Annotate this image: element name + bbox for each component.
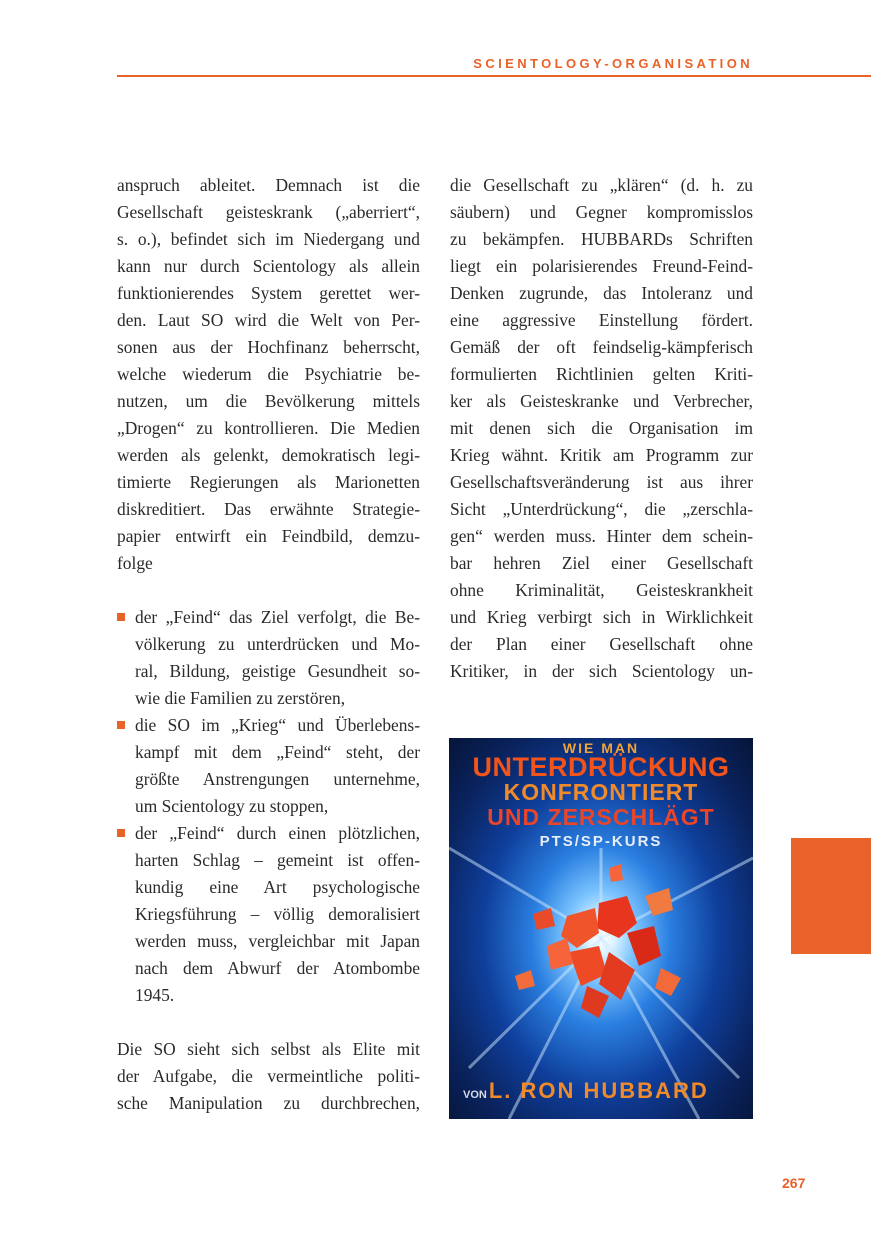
text-line: Die SO sieht sich selbst als Elite mit (117, 1039, 420, 1059)
text-line: wie die Familien zu zerstören, (135, 688, 346, 708)
header-title: SCIENTOLOGY-ORGANISATION (473, 56, 753, 71)
text-line: der „Feind“ durch einen plötzlichen, (135, 823, 420, 843)
text-line: welche wiederum die Psychiatrie be- (117, 364, 420, 384)
text-line: der Aufgabe, die vermeintliche politi- (117, 1066, 420, 1086)
text-line: ker als Geisteskranke und Verbrecher, (450, 391, 753, 411)
text-line: „Drogen“ zu kontrollieren. Die Medien (117, 418, 420, 438)
cover-author (463, 1078, 709, 1104)
text-line: funktionierendes System gerettet wer- (117, 283, 420, 303)
text-line: papier entwirft ein Feindbild, demzu- (117, 526, 420, 546)
text-line: gen“ werden muss. Hinter dem schein- (450, 526, 753, 546)
text-line: Krieg wähnt. Kritik am Programm zur (450, 445, 753, 465)
text-line: zu bekämpfen. HUBBARDs Schriften (450, 229, 753, 249)
paragraph (117, 172, 420, 577)
text-line: Denken zugrunde, das Intoleranz und (450, 283, 753, 303)
bullet-square-icon (117, 829, 125, 837)
text-line: s. o.), befindet sich im Niedergang und (117, 229, 420, 249)
text-line: mit denen sich die Organisation im (450, 418, 753, 438)
text-line: nach dem Abwurf der Atombombe (135, 958, 420, 978)
text-line: timierte Regierungen als Marionetten (117, 472, 420, 492)
text-line: liegt ein polarisierendes Freund-Feind- (450, 256, 753, 276)
left-column (117, 172, 420, 1117)
text-line: 1945. (135, 985, 175, 1005)
text-line: eine aggressive Einstellung fördert. (450, 310, 753, 330)
text-line: bar hehren Ziel einer Gesellschaft (450, 553, 753, 573)
text-line: größte Anstrengungen unternehme, (135, 769, 420, 789)
bullet-list (117, 604, 420, 1009)
text-line: die Gesellschaft zu „klären“ (d. h. zu (450, 175, 753, 195)
text-line: der Plan einer Gesellschaft ohne (450, 634, 753, 654)
text-line: und Krieg verbirgt sich in Wirklichkeit (450, 607, 753, 627)
paragraph (117, 1036, 420, 1117)
text-line: den. Laut SO wird die Welt von Per- (117, 310, 420, 330)
text-line: formulierten Richtlinien gelten Kriti- (450, 364, 753, 384)
text-line: Gesellschaft geisteskrank („aberriert“, (117, 202, 420, 222)
bullet-item (117, 712, 420, 820)
chapter-tab-marker (791, 838, 871, 954)
text-line: werden als gelenkt, demokratisch legi- (117, 445, 420, 465)
cover-title-line: KONFRONTIERT (503, 779, 699, 805)
text-line: kann nur durch Scientology als allein (117, 256, 420, 276)
bullet-item (117, 820, 420, 1009)
text-line: die SO im „Krieg“ und Überlebens- (135, 715, 420, 735)
bullet-item (117, 604, 420, 712)
text-line: der „Feind“ das Ziel verfolgt, die Be- (135, 607, 420, 627)
text-line: Sicht „Unterdrückung“, die „zerschla- (450, 499, 753, 519)
text-line: kundig eine Art psychologische (135, 877, 420, 897)
text-line: Kritiker, in der sich Scientology un- (450, 661, 753, 681)
bullet-square-icon (117, 721, 125, 729)
text-line: ohne Kriminalität, Geisteskrankheit (450, 580, 753, 600)
text-line: Gesellschaftsveränderung ist aus ihrer (450, 472, 753, 492)
cover-title-line: WIE MAN (562, 740, 640, 756)
text-line: sonen aus der Hochfinanz beherrscht, (117, 337, 420, 357)
book-cover-image (449, 738, 753, 1119)
text-line: folge (117, 553, 153, 573)
page-number: 267 (782, 1175, 806, 1191)
text-line: völkerung zu unterdrücken und Mo- (135, 634, 420, 654)
text-line: Gemäß der oft feindselig-kämpferisch (450, 337, 753, 357)
text-line: nutzen, um die Bevölkerung mittels (117, 391, 420, 411)
header-rule (117, 75, 871, 77)
text-line: sche Manipulation zu durchbrechen, (117, 1093, 420, 1113)
text-line: diskreditiert. Das erwähnte Strategie- (117, 499, 420, 519)
cover-author-name: L. RON HUBBARD (488, 1078, 709, 1103)
cover-subtitle: PTS/SP-KURS (539, 833, 663, 850)
text-line: säubern) und Gegner kompromisslos (450, 202, 753, 222)
cover-author-prefix: VON (463, 1089, 487, 1101)
text-line: um Scientology zu stoppen, (135, 796, 329, 816)
text-line: kampf mit dem „Feind“ steht, der (135, 742, 420, 762)
text-line: ral, Bildung, geistige Gesundheit so- (135, 661, 420, 681)
cover-title-line: UNTERDRÜCKUNG (472, 752, 730, 782)
text-line: harten Schlag – gemeint ist offen- (135, 850, 420, 870)
text-line: anspruch ableitet. Demnach ist die (117, 175, 420, 195)
text-line: werden muss, vergleichbar mit Japan (135, 931, 420, 951)
bullet-square-icon (117, 613, 125, 621)
right-column (450, 172, 753, 685)
paragraph (450, 172, 753, 685)
text-line: Kriegsführung – völlig demoralisiert (135, 904, 420, 924)
cover-title-line: UND ZERSCHLÄGT (487, 804, 715, 830)
